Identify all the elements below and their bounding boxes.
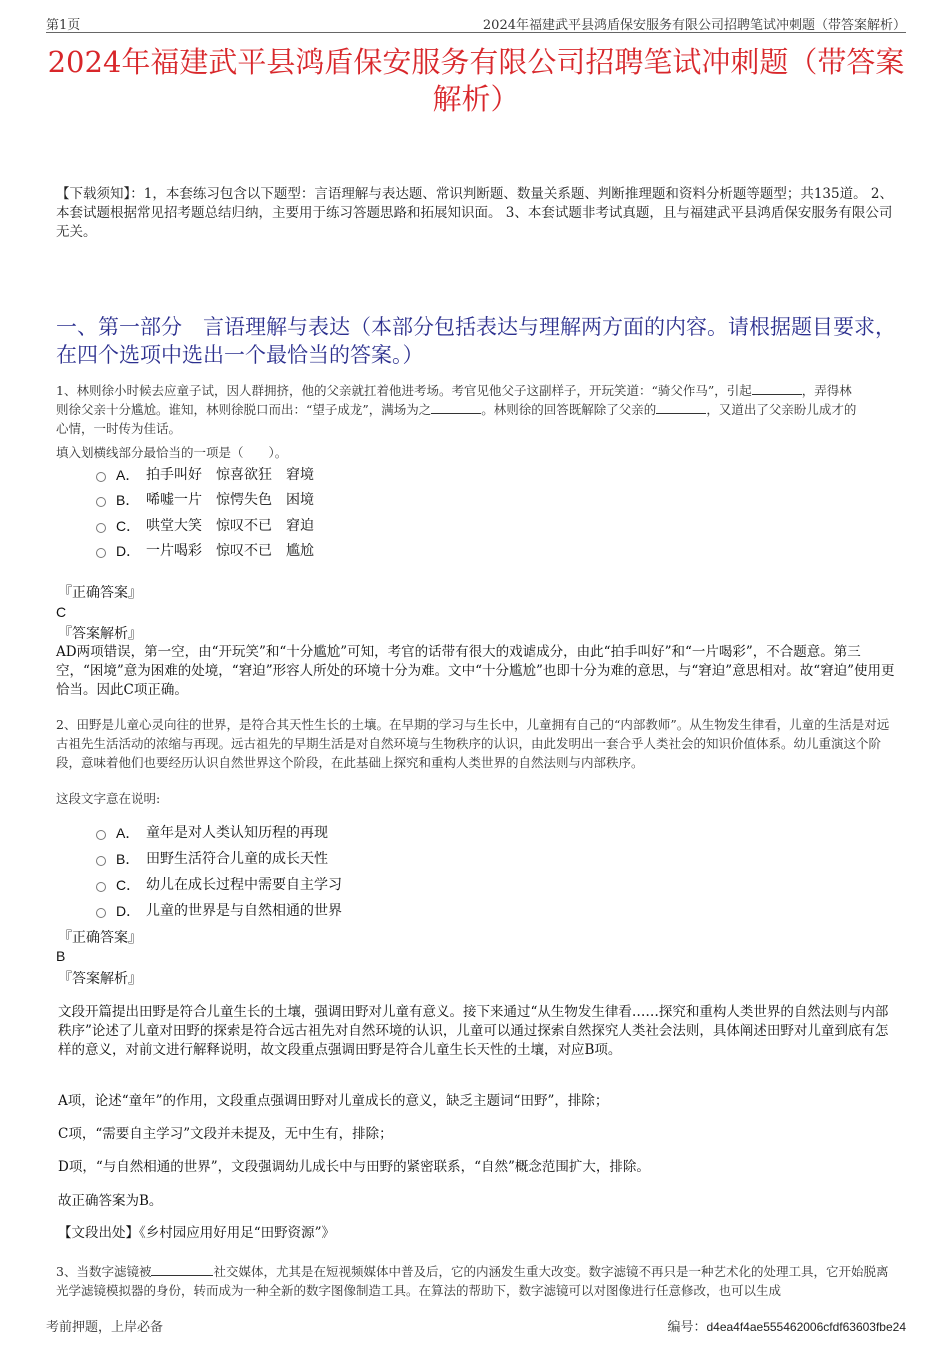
footer-id-value: d4ea4f4ae555462006cfdf63603fbe24: [706, 1320, 906, 1334]
fill-blank: [431, 413, 481, 414]
q1-text-part: 。林则徐的回答既解除了父亲的: [481, 402, 657, 417]
radio-button[interactable]: [96, 497, 106, 507]
q2-analysis: 文段开篇提出田野是符合儿童生长的土壤，强调田野对儿童有意义。接下来通过“从生物发生律看……探究和重构人类世界的自然法则与内部秩序”论述了儿童对田野的探索是符合远古祖先对自然环境的认识，儿童可以通过探索自然探究人类社会法则，具体阐述田野对儿童到底有怎样的意义，对前文进行解释说明，故文段重点强调田野是符合儿童生长天性的土壤，对应B项。: [58, 1004, 889, 1058]
header-divider: [46, 32, 906, 33]
question-1-prompt: 填入划横线部分最恰当的一项是（ ）。: [56, 445, 288, 460]
download-notice: 【下载须知】：1，本套练习包含以下题型：言语理解与表达题、常识判断题、数量关系题、判断推理题和资料分析题等题型；共135道。 2、本套试题根据常见招考题总结归纳，主要用于练习答题思路和拓展知识面。 3、本套试题非考试真题，且与福建武平县鸿盾保安服务有限公司无关。: [56, 186, 893, 240]
q2-option-b[interactable]: [96, 850, 328, 868]
q2-analysis-option-a: A项，论述“童年”的作用，文段重点强调田野对儿童成长的意义，缺乏主题词“田野”，排除；: [58, 1093, 609, 1109]
q2-answer-label: 『正确答案』: [58, 930, 142, 946]
header-doc-title: 2024年福建武平县鸿盾保安服务有限公司招聘笔试冲刺题（带答案解析）: [482, 18, 906, 33]
question-2-stem: 2、田野是儿童心灵向往的世界，是符合其天性生长的土壤。在早期的学习与生长中，儿童拥有自己的“内部教师”。从生物发生律看，儿童的生活是对远古祖先生活活动的浓缩与再现。远古祖先的早期生活是对自然环境与生物秩序的认识，由此发明出一套合乎人类社会的知识价值体系。幼儿重演这个阶段，意味着他们也要经历认识自然世界这个阶段，在此基础上探究和重构人类世界的自然法则与内部秩序。: [56, 717, 890, 770]
option-key: A．: [116, 467, 140, 483]
document-title: 2024年福建武平县鸿盾保安服务有限公司招聘笔试冲刺题（带答案解析）: [47, 45, 905, 116]
fill-blank: [151, 1275, 213, 1276]
radio-button[interactable]: [96, 882, 106, 892]
radio-button[interactable]: [96, 908, 106, 918]
q1-analysis-label: 『答案解析』: [58, 626, 142, 642]
q1-text-part: ，又道出了父亲盼儿成才的: [706, 402, 857, 417]
q1-text-part: ，弄得林: [801, 383, 852, 398]
option-key: C．: [116, 877, 141, 893]
radio-button[interactable]: [96, 856, 106, 866]
q1-option-a[interactable]: [96, 466, 314, 484]
fill-blank: [656, 413, 706, 414]
radio-button[interactable]: [96, 830, 106, 840]
q3-text-part: 社交媒体，尤其是在短视频媒体中普及后，它的内涵发生重大改变。数字滤镜不再只是一种艺术化的处理工具，它开始脱离光学滤镜模拟器的身份，转而成为一种全新的数字图像制造工具。在算法的帮助下，数字滤镜可以对图像进行任意修改，也可以生成: [56, 1264, 889, 1298]
q1-option-c[interactable]: [96, 517, 314, 535]
option-text: 幼儿在成长过程中需要自主学习: [146, 877, 342, 893]
option-text: 童年是对人类认知历程的再现: [146, 825, 328, 841]
q2-analysis-option-c: C项，“需要自主学习”文段并未提及，无中生有，排除；: [58, 1126, 393, 1142]
option-text: 儿童的世界是与自然相通的世界: [146, 903, 342, 919]
option-key: D．: [116, 543, 141, 559]
footer-motto: 考前押题，上岸必备: [46, 1320, 164, 1335]
footer-document-id: [667, 1316, 906, 1335]
option-key: B．: [116, 492, 140, 508]
q2-option-d[interactable]: [96, 902, 342, 920]
q2-option-a[interactable]: [96, 824, 328, 842]
option-text: 田野生活符合儿童的成长天性: [146, 851, 328, 867]
q1-answer-label: 『正确答案』: [58, 585, 142, 601]
q1-text-part: 则徐父亲十分尴尬。谁知，林则徐脱口而出：“望子成龙”，满场为之: [56, 402, 432, 417]
q3-text-part: 3、当数字滤镜被: [56, 1264, 152, 1279]
q2-analysis-option-d: D项，“与自然相通的世界”，文段强调幼儿成长中与田野的紧密联系，“自然”概念范围扩大，排除。: [58, 1159, 650, 1175]
option-key: B．: [116, 851, 140, 867]
q1-option-d[interactable]: [96, 542, 314, 560]
option-text: 拍手叫好 惊喜欲狂 窘境: [146, 467, 314, 483]
question-1-stem: [56, 381, 896, 438]
section-title: 一、第一部分 言语理解与表达（本部分包括表达与理解两方面的内容。请根据题目要求，在四个选项中选出一个最恰当的答案。）: [56, 315, 896, 367]
option-key: A．: [116, 825, 140, 841]
q2-option-c[interactable]: [96, 876, 342, 894]
q2-conclusion: 故正确答案为B。: [58, 1193, 163, 1209]
radio-button[interactable]: [96, 548, 106, 558]
q2-answer: B: [56, 948, 66, 964]
q2-source: 【文段出处】《乡村园应用好用足“田野资源”》: [58, 1225, 336, 1241]
q1-text-part: 1、林则徐小时候去应童子试，因人群拥挤，他的父亲就扛着他进考场。考官见他父子这副样子，开玩笑道：“骑父作马”，引起: [56, 383, 752, 398]
q1-analysis: AD两项错误，第一空，由“开玩笑”和“十分尴尬”可知，考官的话带有很大的戏谑成分，由此“拍手叫好”和“一片喝彩”，不合题意。第三空，“困境”意为困难的处境，“窘迫”形容人所处的环境十分为难。文中“十分尴尬”也即十分为难的意思，与“窘迫”意思相对。故“窘迫”使用更恰当。因此C项正确。: [56, 644, 895, 698]
radio-button[interactable]: [96, 523, 106, 533]
option-key: C．: [116, 518, 141, 534]
q2-analysis-label: 『答案解析』: [58, 971, 142, 987]
footer-id-label: 编号：: [667, 1320, 707, 1335]
option-text: 一片喝彩 惊叹不已 尴尬: [146, 543, 314, 559]
question-2-prompt: 这段文字意在说明:: [56, 791, 161, 806]
q1-option-b[interactable]: [96, 491, 314, 509]
page-number: 第1页: [46, 18, 81, 33]
fill-blank: [752, 394, 802, 395]
option-text: 哄堂大笑 惊叹不已 窘迫: [146, 518, 314, 534]
radio-button[interactable]: [96, 472, 106, 482]
option-text: 唏嘘一片 惊愕失色 困境: [146, 492, 314, 508]
q1-text-part: 心情，一时传为佳话。: [56, 421, 182, 436]
q1-answer: C: [56, 604, 67, 620]
question-3-stem: [56, 1262, 896, 1300]
option-key: D．: [116, 903, 141, 919]
